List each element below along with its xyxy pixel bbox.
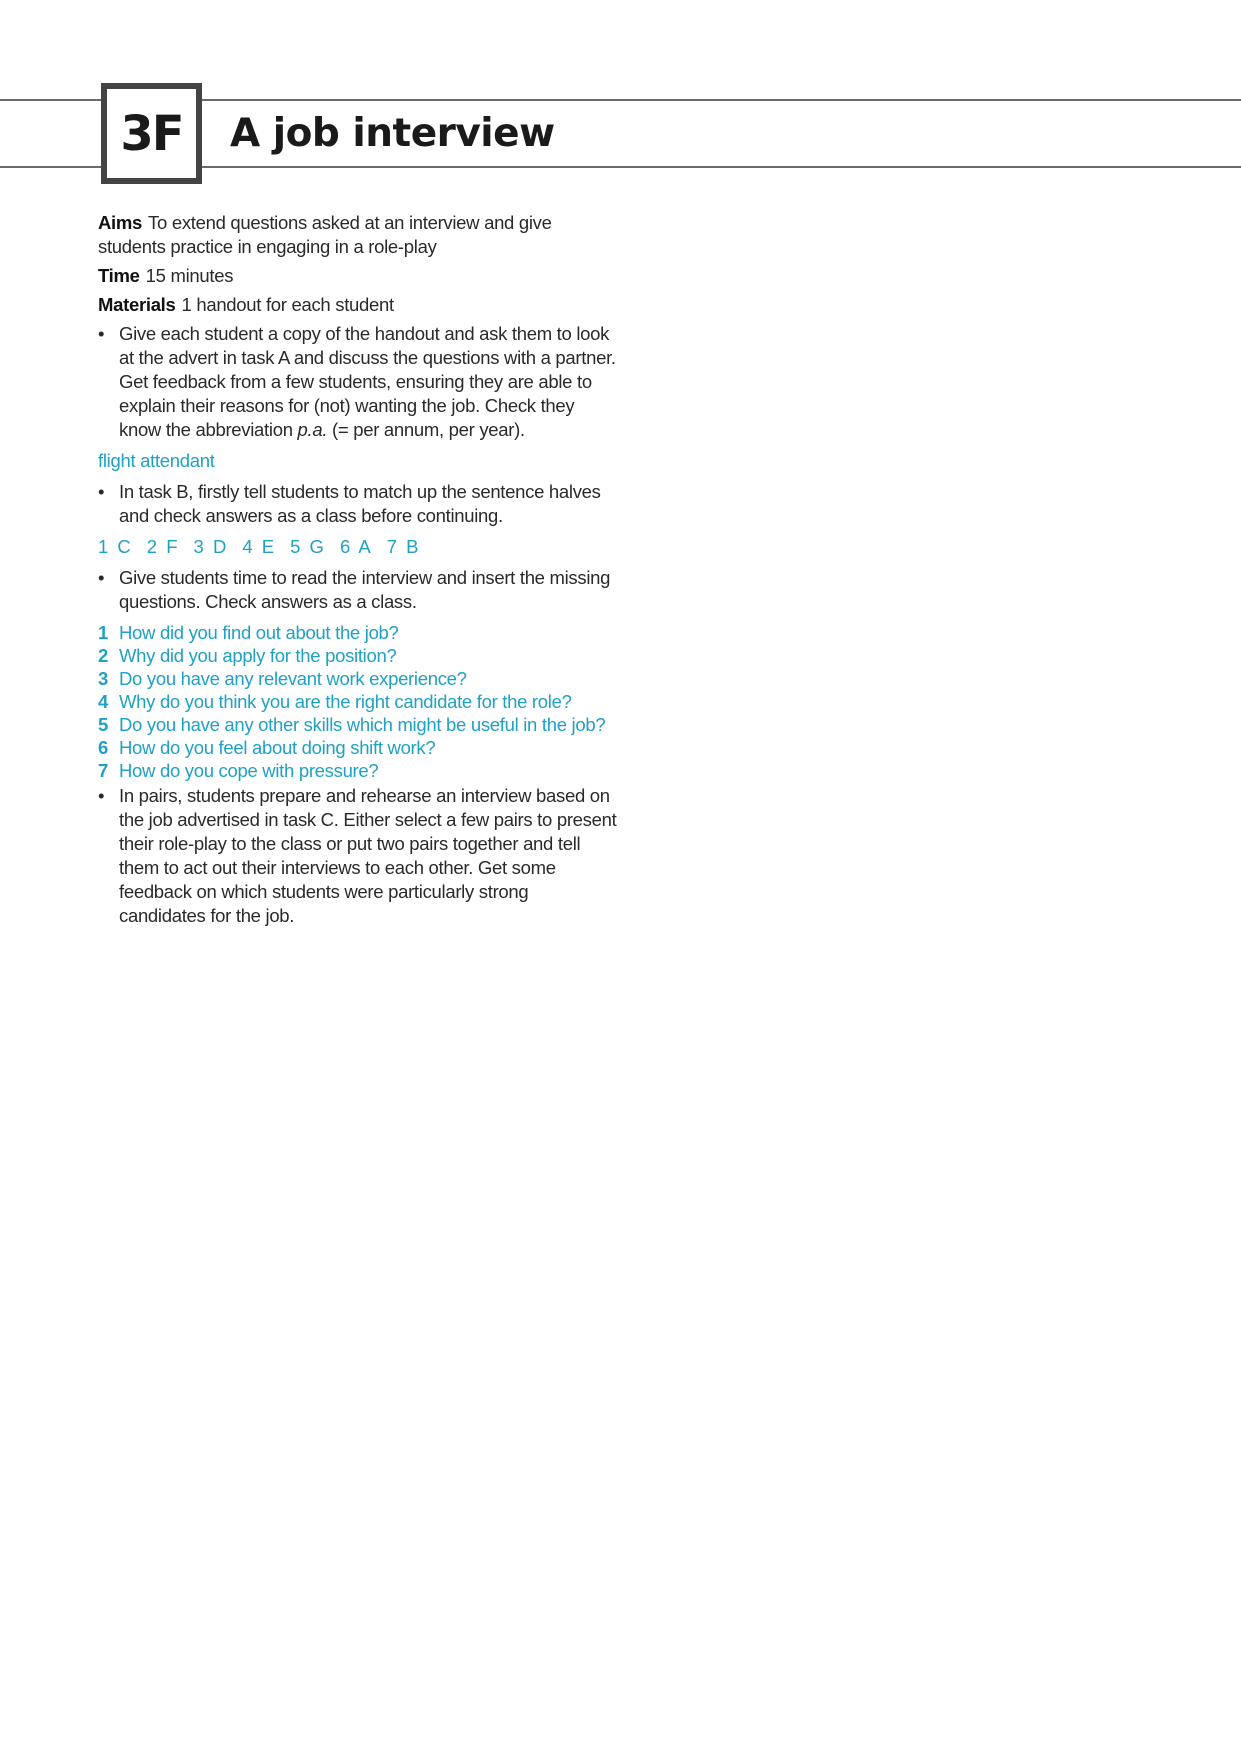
- answer-question: [98, 736, 618, 759]
- materials-text: 1 handout for each student: [181, 294, 394, 315]
- answer-match: 1 C: [98, 536, 133, 557]
- lesson-code: 3F: [120, 105, 183, 162]
- bullet-dot: •: [98, 567, 105, 588]
- time-line: [98, 264, 618, 288]
- bullet-dot: •: [98, 481, 105, 502]
- lesson-code-box: [101, 83, 202, 184]
- question-number: 6: [98, 737, 108, 758]
- instruction-bullet: [98, 566, 618, 614]
- question-number: 7: [98, 760, 108, 781]
- answer-match: 6 A: [339, 536, 373, 557]
- materials-label: Materials: [98, 294, 176, 315]
- answer-match: 4 E: [242, 536, 277, 557]
- answer-question: [98, 621, 618, 644]
- abbreviation: p.a.: [297, 419, 328, 440]
- answer-question: [98, 644, 618, 667]
- answer-match: 2 F: [146, 536, 180, 557]
- question-text: Why did you apply for the position?: [119, 645, 397, 666]
- instruction-text: In task B, firstly tell students to match up the sentence halves and check answers as a class before continuing.: [119, 481, 601, 526]
- aims-line: [98, 211, 618, 259]
- instruction-text: Give each student a copy of the handout and ask them to look at the advert in task A and discuss the questions with a partner. Get feedback from a few students, ensuring they are able to explain their reasons for (not) wanting the job. Check they know the abbreviation: [119, 323, 616, 440]
- answer-question-list: [98, 621, 618, 782]
- instruction-bullet: [98, 322, 618, 442]
- answer-question: [98, 713, 618, 736]
- aims-label: Aims: [98, 212, 143, 233]
- question-number: 1: [98, 622, 108, 643]
- bullet-dot: •: [98, 785, 105, 806]
- instruction-text: Give students time to read the interview and insert the missing questions. Check answers as a class.: [119, 567, 611, 612]
- answer-match: 3 D: [193, 536, 229, 557]
- question-number: 3: [98, 668, 108, 689]
- answer-question: [98, 690, 618, 713]
- page-title: A job interview: [230, 111, 555, 156]
- question-text: How do you feel about doing shift work?: [119, 737, 436, 758]
- instruction-text: (= per annum, per year).: [327, 419, 525, 440]
- answer-key: flight attendant: [98, 450, 215, 471]
- answer-match: 5 G: [290, 536, 326, 557]
- question-text: Do you have any other skills which might be useful in the job?: [119, 714, 606, 735]
- answer-match: 7 B: [386, 536, 421, 557]
- materials-line: [98, 293, 618, 317]
- answer-question: [98, 667, 618, 690]
- time-label: Time: [98, 265, 140, 286]
- aims-text: To extend questions asked at an interview and give students practice in engaging in a role-play: [98, 212, 552, 257]
- question-text: Do you have any relevant work experience?: [119, 668, 467, 689]
- question-text: How did you find out about the job?: [119, 622, 399, 643]
- answer-key-matches: [98, 535, 618, 559]
- time-text: 15 minutes: [145, 265, 234, 286]
- instruction-bullet: [98, 480, 618, 528]
- question-number: 2: [98, 645, 108, 666]
- question-text: Why do you think you are the right candidate for the role?: [119, 691, 572, 712]
- question-text: How do you cope with pressure?: [119, 760, 379, 781]
- instruction-text: In pairs, students prepare and rehearse an interview based on the job advertised in task C. Either select a few pairs to present their role-play to the class or put two pairs together and tell them to act out their interviews to each other. Get some feedback on which students were particularly strong candidates for the job.: [119, 785, 617, 926]
- teacher-notes: [98, 211, 618, 935]
- instruction-bullet: [98, 784, 618, 928]
- bullet-dot: •: [98, 323, 105, 344]
- answer-question: [98, 759, 618, 782]
- question-number: 5: [98, 714, 108, 735]
- question-number: 4: [98, 691, 108, 712]
